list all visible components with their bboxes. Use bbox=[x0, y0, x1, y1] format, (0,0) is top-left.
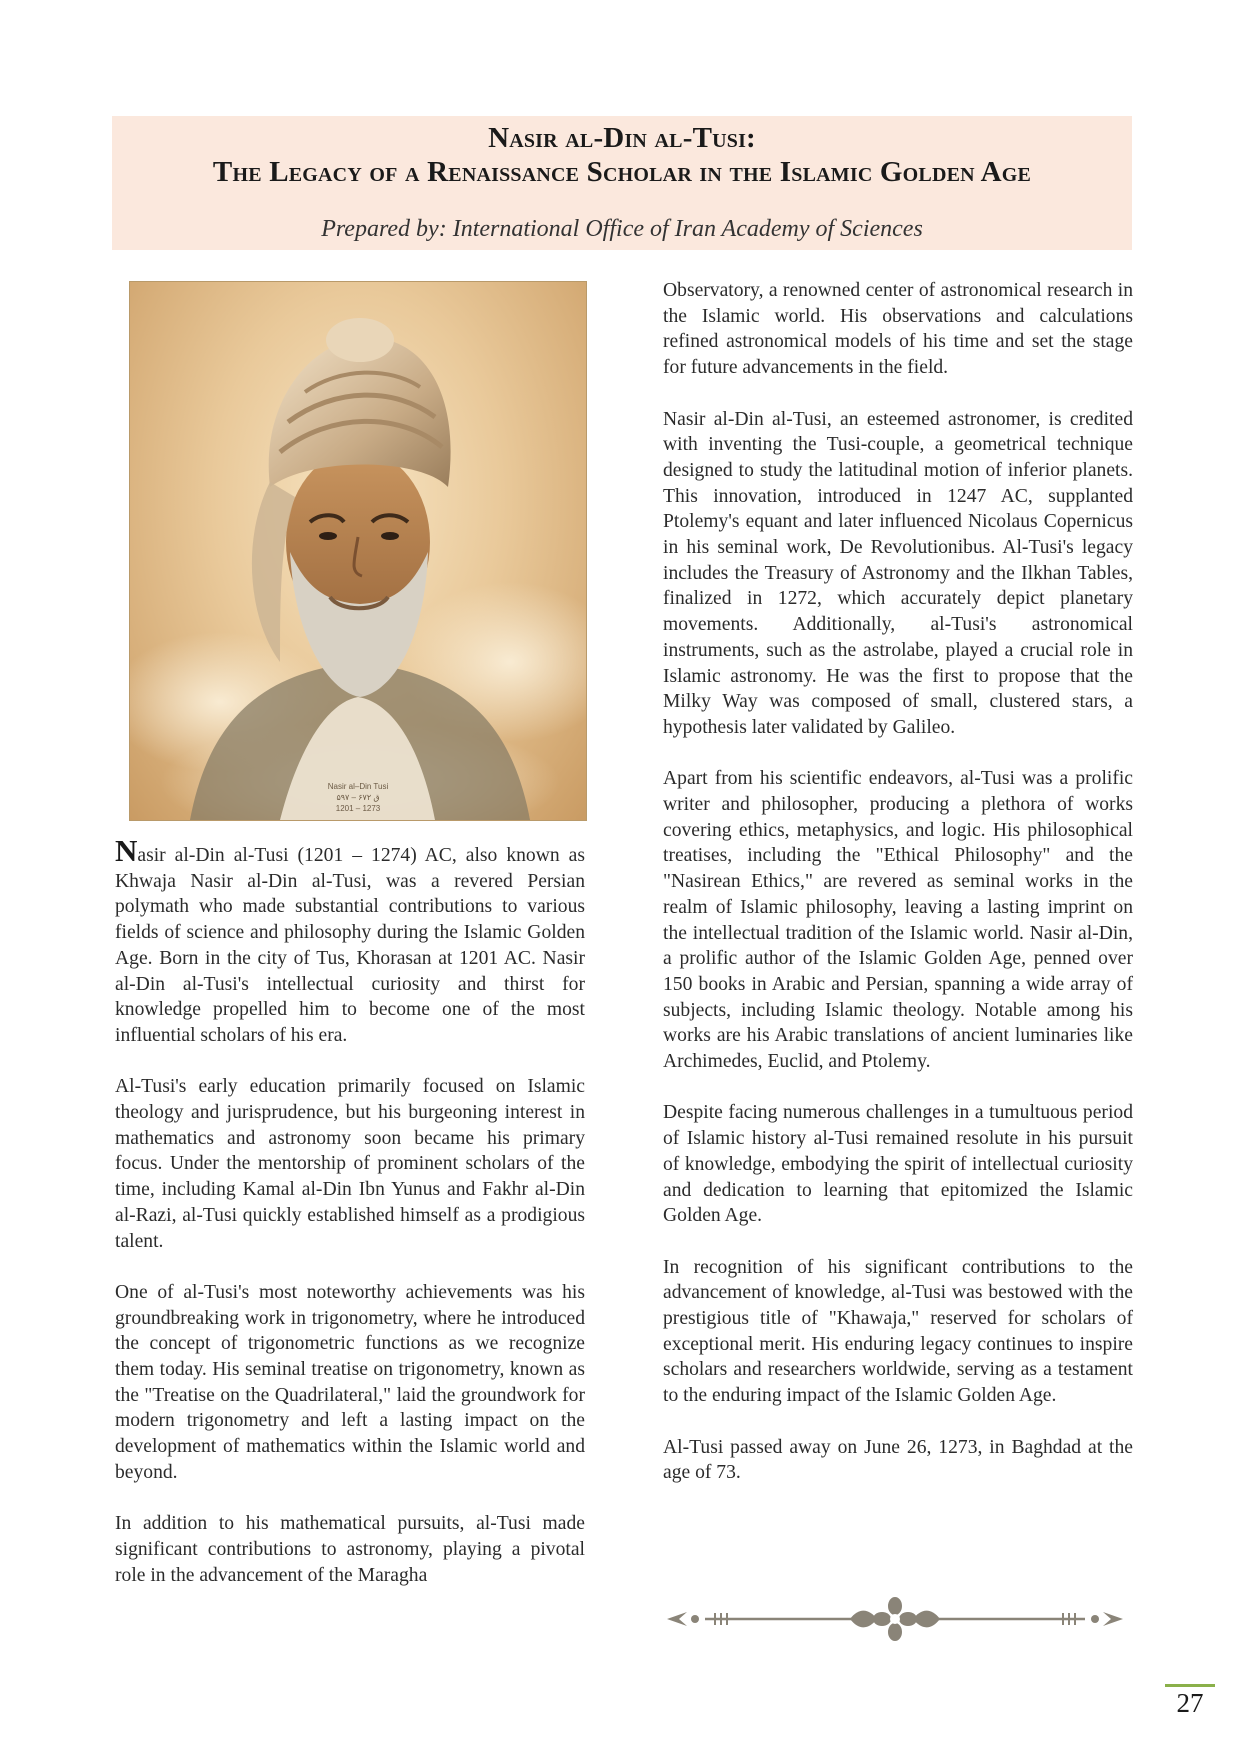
page-title: Nasir al-Din al-Tusi: bbox=[488, 122, 756, 154]
paragraph-intro bbox=[115, 833, 585, 1049]
portrait-caption-persian-years: ۵۹۷ – ۶۷۲ ق bbox=[336, 793, 380, 802]
byline: Prepared by: International Office of Iran Academy of Sciences bbox=[321, 216, 923, 242]
title-banner bbox=[112, 116, 1132, 250]
paragraph-challenges: Despite facing numerous challenges in a tumultuous period of Islamic history al-Tusi remained resolute in his pursuit of knowledge, embodying the spirit of intellectual curiosity and dedication to learning that epitomized the Islamic Golden Age. bbox=[663, 1102, 1133, 1227]
paragraph-tusi-couple: Nasir al-Din al-Tusi, an esteemed astronomer, is credited with inventing the Tusi-couple, a geometrical technique designed to study the latitudinal motion of inferior planets. This innovation, introduced in 1247 AC, supplanted Ptolemy's equant and later influenced Nicolaus Copernicus in his seminal work, De Revolutionibus. Al-Tusi's legacy includes the Treasury of Astronomy and the Ilkhan Tables, finalized in 1272, which accurately depict planetary movements. Additionally, al-Tusi's astronomical instruments, such as the astrolabe, played a crucial role in Islamic astronomy. He was the first to propose that the Milky Way was composed of small, clustered stars, a hypothesis later validated by Galileo. bbox=[663, 408, 1133, 738]
drop-cap: N bbox=[115, 833, 138, 868]
portrait-illustration bbox=[130, 282, 586, 820]
paragraph-astronomy-start: In addition to his mathematical pursuits, al-Tusi made significant contributions to astronomy, playing a pivotal role in the advancement of the Maragha bbox=[115, 1513, 585, 1586]
portrait-caption-name: Nasir al–Din Tusi bbox=[327, 782, 389, 791]
paragraph-trigonometry: One of al-Tusi's most noteworthy achievements was his groundbreaking work in trigonometry, where he introduced the concept of trigonometric functions as we recognize them today. His seminal treatise on trigonometry, known as the "Treatise on the Quadrilateral," laid the groundwork for modern trigonometry and left a lasting impact on the development of mathematics within the Islamic world and beyond. bbox=[115, 1281, 585, 1483]
portrait-caption-years: 1201 – 1273 bbox=[335, 804, 381, 813]
portrait-image bbox=[129, 281, 587, 821]
ornament-divider bbox=[665, 1596, 1125, 1642]
page-subtitle: The Legacy of a Renaissance Scholar in the Islamic Golden Age bbox=[212, 156, 1032, 188]
page-number-rule bbox=[1165, 1684, 1215, 1687]
paragraph-intro-text: asir al-Din al-Tusi (1201 – 1274) AC, also known as Khwaja Nasir al-Din al-Tusi, was a revered Persian polymath who made substantial contributions to various fields of science and philosophy during the Islamic Golden Age. Born in the city of Tus, Khorasan at 1201 AC. Nasir al-Din al-Tusi's intellectual curiosity and thirst for knowledge propelled him to become one of the most influential scholars of his era. bbox=[115, 845, 585, 1046]
paragraph-philosophy: Apart from his scientific endeavors, al-Tusi was a prolific writer and philosopher, producing a plethora of works covering ethics, metaphysics, and logic. His philosophical treatises, including the "Ethical Philosophy" and the "Nasirean Ethics," are revered as seminal works in the realm of Islamic philosophy, leaving a lasting imprint on the intellectual tradition of the Islamic world. Nasir al-Din, a prolific author of the Islamic Golden Age, penned over 150 books in Arabic and Persian, spanning a wide array of subjects, including Islamic theology. Notable among his works are his Arabic translations of ancient luminaries like Archimedes, Euclid, and Ptolemy. bbox=[663, 768, 1133, 1073]
paragraph-education: Al-Tusi's early education primarily focused on Islamic theology and jurisprudence, but his burgeoning interest in mathematics and astronomy soon became his primary focus. Under the mentorship of prominent scholars of the time, including Kamal al-Din Ibn Yunus and Fakhr al-Din al-Razi, al-Tusi quickly established himself as a prodigious talent. bbox=[115, 1076, 585, 1252]
paragraph-recognition: In recognition of his significant contributions to the advancement of knowledge, al-Tusi was bestowed with the prestigious title of "Khawaja," reserved for scholars of exceptional merit. His enduring legacy continues to inspire scholars and researchers worldwide, serving as a testament to the enduring impact of the Islamic Golden Age. bbox=[663, 1256, 1133, 1407]
paragraph-observatory: Observatory, a renowned center of astronomical research in the Islamic world. His observations and calculations refined astronomical models of his time and set the stage for future advancements in the field. bbox=[663, 280, 1133, 379]
paragraph-death: Al-Tusi passed away on June 26, 1273, in Baghdad at the age of 73. bbox=[663, 1436, 1133, 1484]
page-number: 27 bbox=[1176, 1688, 1204, 1718]
left-column bbox=[115, 833, 585, 1614]
right-column bbox=[663, 278, 1133, 1512]
